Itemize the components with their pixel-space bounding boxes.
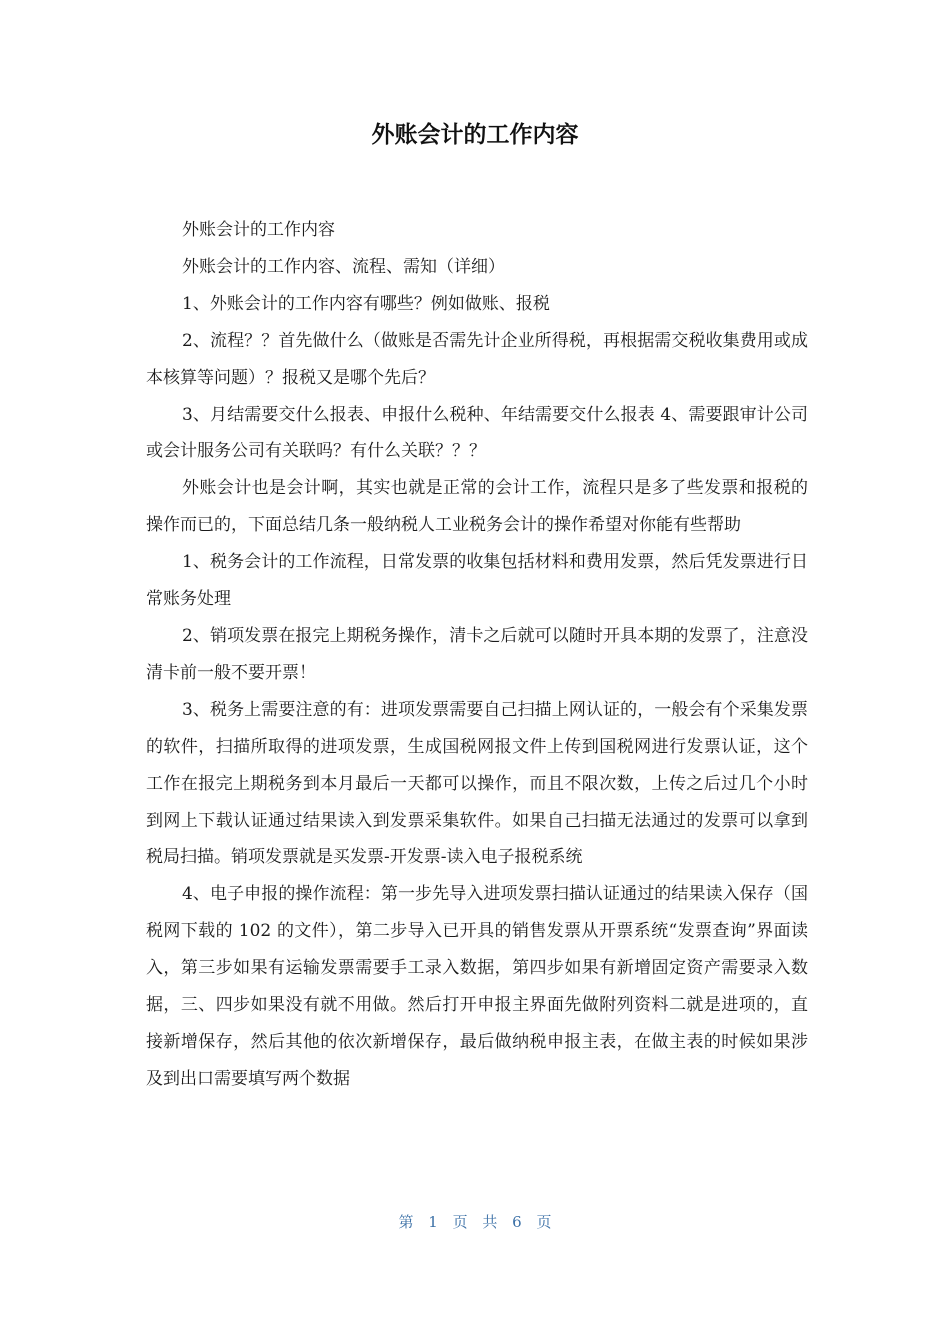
page-footer: 第 1 页 共 6 页 bbox=[398, 1213, 552, 1231]
paragraph-step-3: 3、税务上需要注意的有：进项发票需要自己扫描上网认证的，一般会有个采集发票的软件，扫描所取得的进项发票，生成国税网报文件上传到国税网进行发票认证，这个工作在报完上期税务到本月最后一天都可以操作，而且不限次数，上传之后过几个小时到网上下载认证通过结果读入到发票采集软件。如果自己扫描无法通过的发票可以拿到税局扫描。销项发票就是买发票-开发票-读入电子报税系统 bbox=[146, 699, 808, 868]
paragraph-step-1: 1、税务会计的工作流程，日常发票的收集包括材料和费用发票，然后凭发票进行日常账务处理 bbox=[146, 552, 808, 610]
document-body bbox=[146, 212, 808, 1098]
paragraph-answer-intro: 外账会计也是会计啊，其实也就是正常的会计工作，流程只是多了些发票和报税的操作而已的，下面总结几条一般纳税人工业税务会计的操作希望对你能有些帮助 bbox=[146, 478, 808, 536]
paragraph-question-1: 1、外账会计的工作内容有哪些？例如做账、报税 bbox=[182, 293, 550, 314]
paragraph-question-3-4: 3、月结需要交什么报表、申报什么税种、年结需要交什么报表 4、需要跟审计公司或会计服务公司有关联吗？有什么关联？？？ bbox=[146, 404, 808, 462]
paragraph-question-2: 2、流程？？首先做什么（做账是否需先计企业所得税，再根据需交税收集费用或成本核算等问题）？报税又是哪个先后？ bbox=[146, 330, 808, 388]
paragraph-step-4: 4、电子申报的操作流程：第一步先导入进项发票扫描认证通过的结果读入保存（国税网下载的 102 的文件），第二步导入已开具的销售发票从开票系统“发票查询”界面读入，第三步如果有运输发票需要手工录入数据，第四步如果有新增固定资产需要录入数据，三、四步如果没有就不用做。然后打开申报主界面先做附列资料二就是进项的，直接新增保存，然后其他的依次新增保存，最后做纳税申报主表，在做主表的时候如果涉及到出口需要填写两个数据 bbox=[146, 884, 808, 1089]
document-title: 外账会计的工作内容 bbox=[371, 122, 579, 148]
paragraph-heading-repeat: 外账会计的工作内容 bbox=[182, 220, 335, 240]
paragraph-subtitle: 外账会计的工作内容、流程、需知（详细） bbox=[182, 256, 505, 277]
paragraph-step-2: 2、销项发票在报完上期税务操作，清卡之后就可以随时开具本期的发票了，注意没清卡前一般不要开票！ bbox=[146, 625, 808, 683]
